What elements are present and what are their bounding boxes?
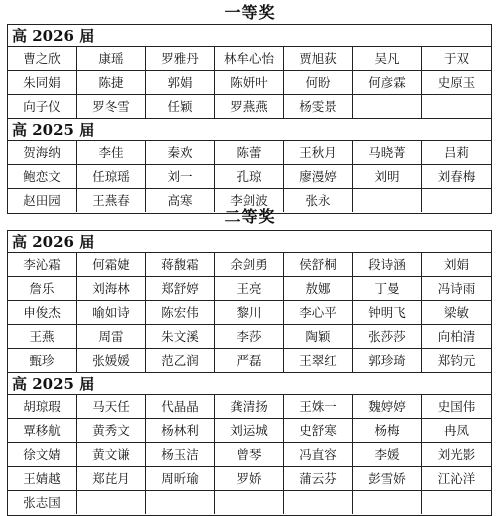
student-name-cell: 陈宏伟 — [146, 301, 215, 324]
student-name-cell: 于双 — [443, 51, 469, 66]
student-name-cell: 江沁洋 — [437, 471, 476, 486]
student-name-cell: 张莎莎 — [353, 325, 422, 348]
student-name-cell: 魏婷婷 — [353, 395, 422, 418]
student-name-cell: 黄文谦 — [77, 443, 146, 466]
empty-cell — [422, 95, 491, 118]
student-name-cell: 刘春梅 — [437, 169, 476, 184]
student-name-cell: 向子仪 — [8, 95, 77, 118]
student-name-cell: 王燕春 — [77, 189, 146, 212]
student-name-cell: 冯诗雨 — [437, 281, 476, 296]
name-row — [8, 47, 491, 71]
student-name-cell: 任颖 — [146, 95, 215, 118]
grade-header: 高 2026 届 — [8, 231, 491, 253]
student-name-cell: 罗雅丹 — [146, 47, 215, 70]
student-name-cell: 黎川 — [215, 301, 284, 324]
student-name-cell: 王翠红 — [284, 349, 353, 372]
student-name-cell: 冉凤 — [443, 423, 469, 438]
student-name-cell: 杨雯景 — [284, 95, 353, 118]
student-name-cell: 高寒 — [146, 189, 215, 212]
student-name-cell: 郭珍琦 — [353, 349, 422, 372]
student-name-cell: 徐文婧 — [8, 443, 77, 466]
student-name-cell: 蒲云芬 — [284, 467, 353, 490]
student-name-cell: 黄秀文 — [77, 419, 146, 442]
empty-cell — [284, 491, 353, 514]
name-row — [8, 395, 491, 419]
grade-header: 高 2025 届 — [8, 373, 491, 395]
student-name-cell: 刘光影 — [437, 447, 476, 462]
name-row — [8, 349, 491, 373]
name-row — [8, 253, 491, 277]
student-name-cell: 吴凡 — [353, 47, 422, 70]
student-name-cell: 林牟心怡 — [215, 47, 284, 70]
student-name-cell: 彭雪娇 — [353, 467, 422, 490]
student-name-cell: 秦欢 — [146, 141, 215, 164]
student-name-cell: 侯舒桐 — [284, 253, 353, 276]
grade-header: 高 2026 届 — [8, 25, 491, 47]
name-row — [8, 71, 491, 95]
student-name-cell: 刘一 — [146, 165, 215, 188]
student-name-cell: 贺海纳 — [8, 141, 77, 164]
student-name-cell: 史国伟 — [437, 399, 476, 414]
student-name-cell: 向柏清 — [437, 329, 476, 344]
student-name-cell: 康瑶 — [77, 47, 146, 70]
empty-cell — [353, 95, 422, 118]
student-name-cell: 史舒寒 — [284, 419, 353, 442]
empty-cell — [77, 491, 146, 514]
student-name-cell: 范乙润 — [146, 349, 215, 372]
name-row — [8, 301, 491, 325]
student-name-cell: 杨玉洁 — [146, 443, 215, 466]
student-name-cell: 何盼 — [284, 71, 353, 94]
student-name-cell: 龚清扬 — [215, 395, 284, 418]
student-name-cell: 喻如诗 — [77, 301, 146, 324]
student-name-cell: 孔琼 — [215, 165, 284, 188]
student-name-cell: 梁敏 — [443, 305, 469, 320]
student-name-cell: 周昕瑜 — [146, 467, 215, 490]
second-prize-table — [7, 230, 492, 516]
student-name-cell: 段诗涵 — [353, 253, 422, 276]
student-name-cell: 刘海林 — [77, 277, 146, 300]
second-prize-title: 二等奖 — [224, 207, 276, 226]
student-name-cell: 贾旭荻 — [284, 47, 353, 70]
student-name-cell: 朱同娟 — [8, 71, 77, 94]
student-name-cell: 刘明 — [353, 165, 422, 188]
student-name-cell: 冯直容 — [284, 443, 353, 466]
empty-cell — [146, 491, 215, 514]
student-name-cell: 詹乐 — [8, 277, 77, 300]
student-name-cell: 罗燕燕 — [215, 95, 284, 118]
student-name-cell: 严磊 — [215, 349, 284, 372]
student-name-cell: 何霜婕 — [77, 253, 146, 276]
student-name-cell: 李沁霜 — [8, 253, 77, 276]
student-name-cell: 马晓菁 — [353, 141, 422, 164]
student-name-cell: 王秋月 — [284, 141, 353, 164]
name-row — [8, 141, 491, 165]
student-name-cell: 杨梅 — [353, 419, 422, 442]
name-row — [8, 165, 491, 189]
student-name-cell: 周雷 — [77, 325, 146, 348]
student-name-cell: 史原玉 — [437, 75, 476, 90]
first-prize-title: 一等奖 — [224, 3, 276, 22]
empty-cell — [422, 491, 491, 514]
student-name-cell: 刘娟 — [443, 257, 469, 272]
student-name-cell: 吕莉 — [443, 145, 469, 160]
name-row — [8, 277, 491, 301]
student-name-cell: 覃移航 — [8, 419, 77, 442]
student-name-cell: 王婧越 — [8, 467, 77, 490]
student-name-cell: 张媛媛 — [77, 349, 146, 372]
student-name-cell: 申俊杰 — [8, 301, 77, 324]
name-row — [8, 95, 491, 119]
student-name-cell: 王燕 — [8, 325, 77, 348]
student-name-cell: 李心平 — [284, 301, 353, 324]
student-name-cell: 郑钧元 — [437, 353, 476, 368]
student-name-cell: 余剑勇 — [215, 253, 284, 276]
student-name-cell: 杨林利 — [146, 419, 215, 442]
student-name-cell: 郭娟 — [146, 71, 215, 94]
name-row — [8, 491, 491, 515]
student-name-cell: 王姝一 — [284, 395, 353, 418]
student-name-cell: 丁曼 — [353, 277, 422, 300]
student-name-cell: 李媛 — [353, 443, 422, 466]
empty-cell — [215, 491, 284, 514]
student-name-cell: 李佳 — [77, 141, 146, 164]
student-name-cell: 马天任 — [77, 395, 146, 418]
student-name-cell: 刘运城 — [215, 419, 284, 442]
student-name-cell: 任琼瑶 — [77, 165, 146, 188]
name-row — [8, 325, 491, 349]
empty-cell — [353, 491, 422, 514]
student-name-cell: 曹之欣 — [8, 47, 77, 70]
student-name-cell: 罗娇 — [215, 467, 284, 490]
name-row — [8, 467, 491, 491]
student-name-cell: 朱文溪 — [146, 325, 215, 348]
student-name-cell: 代晶晶 — [146, 395, 215, 418]
student-name-cell: 曾琴 — [215, 443, 284, 466]
student-name-cell: 钟明飞 — [353, 301, 422, 324]
student-name-cell: 李莎 — [215, 325, 284, 348]
student-name-cell: 张志国 — [8, 491, 77, 514]
name-row — [8, 419, 491, 443]
student-name-cell: 鲍恋文 — [8, 165, 77, 188]
student-name-cell: 甄珍 — [8, 349, 77, 372]
student-name-cell: 李剑波 — [215, 189, 284, 212]
student-name-cell: 廖漫婷 — [284, 165, 353, 188]
student-name-cell: 陶颖 — [284, 325, 353, 348]
name-row — [8, 443, 491, 467]
student-name-cell: 郑舒婷 — [146, 277, 215, 300]
student-name-cell: 蒋馥霜 — [146, 253, 215, 276]
student-name-cell: 罗冬雪 — [77, 95, 146, 118]
student-name-cell: 陈蕾 — [215, 141, 284, 164]
student-name-cell: 何彦霖 — [353, 71, 422, 94]
student-name-cell: 郑芘月 — [77, 467, 146, 490]
student-name-cell: 陈捷 — [77, 71, 146, 94]
student-name-cell: 赵田园 — [8, 189, 77, 212]
first-prize-table — [7, 24, 492, 214]
student-name-cell: 陈妍叶 — [215, 71, 284, 94]
student-name-cell: 胡琼瑕 — [8, 395, 77, 418]
student-name-cell: 王亮 — [215, 277, 284, 300]
student-name-cell: 敖娜 — [284, 277, 353, 300]
grade-header: 高 2025 届 — [8, 119, 491, 141]
student-name-cell: 张永 — [284, 189, 353, 212]
